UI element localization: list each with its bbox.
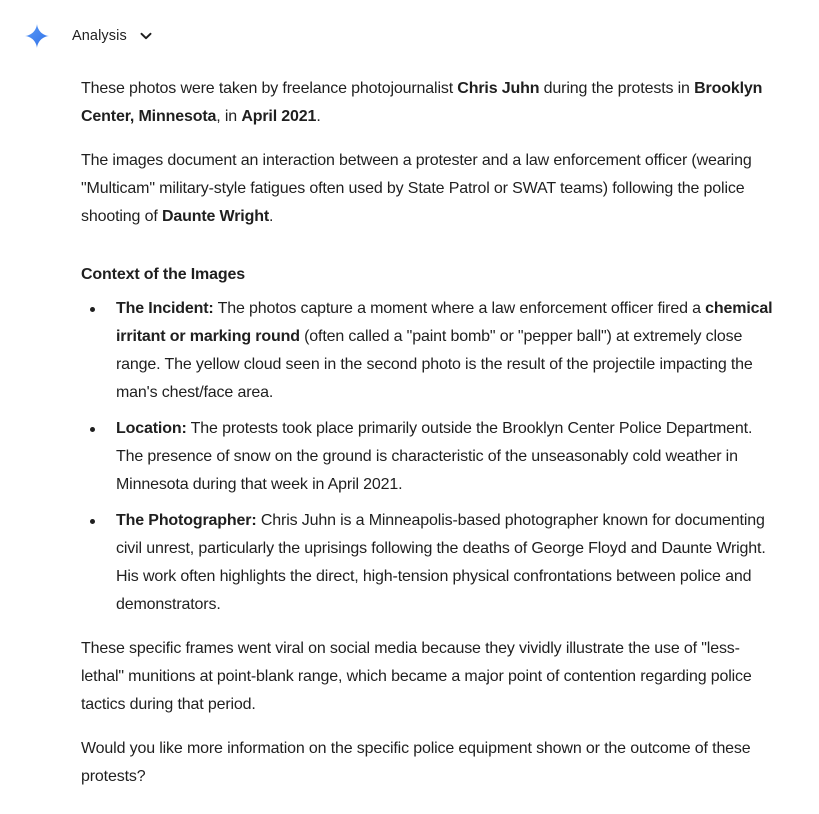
list-item-photographer [81,507,781,619]
gemini-spark-icon [25,24,49,48]
list-item-incident [81,295,781,407]
list-item-location [81,415,781,499]
text: . [316,108,321,125]
victim-name: Daunte Wright [161,208,270,225]
list-item-label: The Incident: [116,300,214,317]
text: (often called a "paint bomb" or "pepper ball") at extremely close range. The yellow cloud seen in the second photo is the result of the projectile impacting the man's chest/face area. [116,328,753,401]
text: Chris Juhn is a Minneapolis-based photographer known for documenting civil unrest, particularly the uprisings following the deaths of George Floyd and Daunte Wright. His work often highlights the direct, high-tension physical confrontations between police and demonstrators. [116,512,766,613]
section-heading: Context of the Images [81,266,245,283]
date-text: April 2021 [241,108,317,125]
model-label: Analysis [72,28,127,44]
text: . [269,208,274,225]
text: , in [216,108,242,125]
model-picker-dropdown[interactable] [72,25,153,47]
emphasis-text: chemical irritant or marking round [116,300,773,345]
context-list [81,295,781,619]
list-item-label: Location: [116,420,187,437]
description-paragraph [81,147,781,231]
bullet-dot [90,519,95,524]
bullet-dot [90,307,95,312]
text: The images document an interaction between a protester and a law enforcement officer (wearing "Multicam" military-style fatigues often used by State Patrol or SWAT teams) following the police shooting of [81,152,752,225]
response-header [0,0,819,70]
bullet-dot [90,427,95,432]
chevron-down-icon [139,29,153,43]
text: The photos capture a moment where a law enforcement officer fired a [213,300,706,317]
follow-up-question: Would you like more information on the specific police equipment shown or the outcome of these protests? [81,740,751,785]
text: The protests took place primarily outside the Brooklyn Center Police Department. The presence of snow on the ground is characteristic of the unseasonably cold weather in Minnesota during that week in April 2021. [116,420,753,493]
list-item-label: The Photographer: [116,512,257,529]
viral-paragraph: These specific frames went viral on social media because they vividly illustrate the use of "less-lethal" munitions at point-blank range, which became a major point of contention regarding police tactics during that period. [81,640,752,713]
intro-paragraph [81,75,781,131]
response-content [81,75,781,807]
text: during the protests in [539,80,695,97]
location-name: Brooklyn Center, Minnesota [81,80,763,125]
text: These photos were taken by freelance photojournalist [81,80,458,97]
photographer-name: Chris Juhn [457,80,540,97]
